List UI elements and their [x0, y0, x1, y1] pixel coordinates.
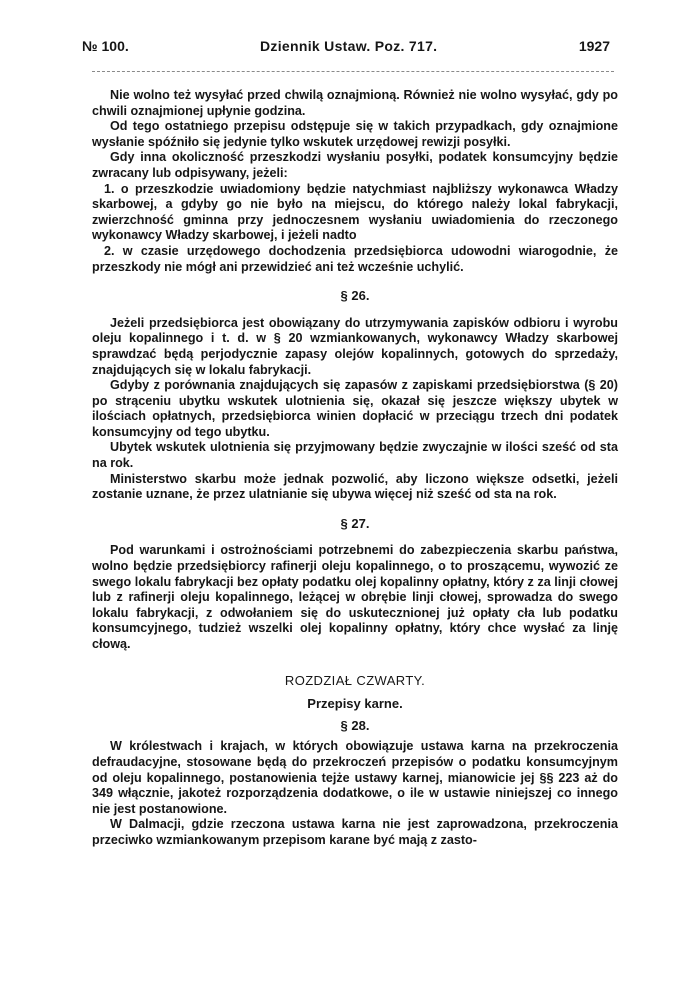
paragraph: Ubytek wskutek ulotnienia się przyjmowany będzie zwyczajnie w ilości sześć od sta na rok.: [92, 440, 618, 471]
paragraph: Jeżeli przedsiębiorca jest obowiązany do utrzymywania zapisków odbioru i wyrobu oleju kopalinnego i t. d. w § 20 wzmiankowanych, wykonawcy Władzy skarbowej sprawdzać będą perjodycznie zapasy olejów kopalinnych, gotowych do sprzedaży, znajdujących się w lokalu fabrykacji.: [92, 315, 618, 377]
paragraph: Pod warunkami i ostrożnościami potrzebnemi do zabezpieczenia skarbu państwa, wolno będzie przedsiębiorcy rafinerji oleju kopalinnego, o to proszącemu, wywozić ze swego lokalu fabrykacji bez opłaty podatku olej kopalinny opłatny, który z za linji cłowej lub z rafinerji oleju kopalinnego, leżącej w obrębie linji cłowej, sprowadza do swego lokalu fabrykacji, z odwołaniem się do uskutecznionej już opłaty cła lub podatku konsumcyjnego, tudzież wszelki olej kopalinny opłatny, który chce wysłać za linję cłową.: [92, 543, 618, 651]
paragraph: Gdyby z porównania znajdujących się zapasów z zapiskami przedsiębiorstwa (§ 20) po strąceniu ubytku wskutek ulotnienia się, okazał się jeszcze większy ubytek w ilościach opłatnych, przedsiębiorca winien dopłacić w przeciągu trzech dni podatek konsumcyjny od tego ubytku.: [92, 378, 618, 439]
paragraph: W królestwach i krajach, w których obowiązuje ustawa karna na przekroczenia defraudacyjne, stosowane będą do przekroczeń przepisów o podatku konsumcyjnym od oleju kopalinnego, postanowienia tejże ustawy karnej, mianowicie jej §§ 223 aż do 349 włącznie, jakoteż rozporządzenia dodatkowe, o ile w ustawie niniejszej co innego nie jest postanowione.: [92, 739, 618, 816]
paragraph: Ministerstwo skarbu może jednak pozwolić, aby liczono większe odsetki, jeżeli zostanie uznane, że przez ulatnianie się ubywa więcej niż sześć od sta na rok.: [92, 471, 618, 502]
paragraph: Nie wolno też wysyłać przed chwilą oznajmioną. Również nie wolno wysyłać, gdy po chwili oznajmionej upłynie godzina.: [92, 88, 618, 118]
list-item: 2. w czasie urzędowego dochodzenia przedsiębiorca udowodni wiarogodnie, że przeszkody nie mógł ani przewidzieć ani też wcześnie uchylić.: [92, 243, 618, 274]
paragraph: Od tego ostatniego przepisu odstępuje się w takich przypadkach, gdy oznajmione wysłanie spóźniło się jedynie tylko wskutek urzędowej rewizji posyłki.: [92, 119, 618, 149]
page-header: [82, 38, 610, 58]
issue-number: № 100.: [82, 38, 129, 54]
journal-title: Dziennik Ustaw. Poz. 717.: [260, 38, 438, 54]
header-divider: [92, 71, 614, 72]
document-body: [92, 88, 618, 849]
section-heading: § 27.: [340, 515, 370, 531]
list-item: 1. o przeszkodzie uwiadomiony będzie natychmiast najbliższy wykonawca Władzy skarbowej, a gdyby go nie było na miejscu, do którego należy lokal fabrykacji, zwierzchność gminna przy jednoczesnem wysłaniu uwiadomienia do rzeczonego wykonawcy Władzy skarbowej, i jeżeli nadto: [92, 181, 618, 243]
section-heading: § 28.: [340, 717, 370, 733]
paragraph: Gdy inna okoliczność przeszkodzi wysłaniu posyłki, podatek konsumcyjny będzie zwracany lub odpisywany, jeżeli:: [92, 150, 618, 180]
chapter-title: Przepisy karne.: [307, 696, 403, 712]
paragraph: W Dalmacji, gdzie rzeczona ustawa karna nie jest zaprowadzona, przekroczenia przeciwko wzmiankowanym przepisom karane być mają z zasto-: [92, 817, 618, 847]
page-number: 1927: [578, 38, 610, 54]
section-heading: § 26.: [340, 288, 370, 304]
chapter-heading: ROZDZIAŁ CZWARTY.: [284, 672, 426, 688]
